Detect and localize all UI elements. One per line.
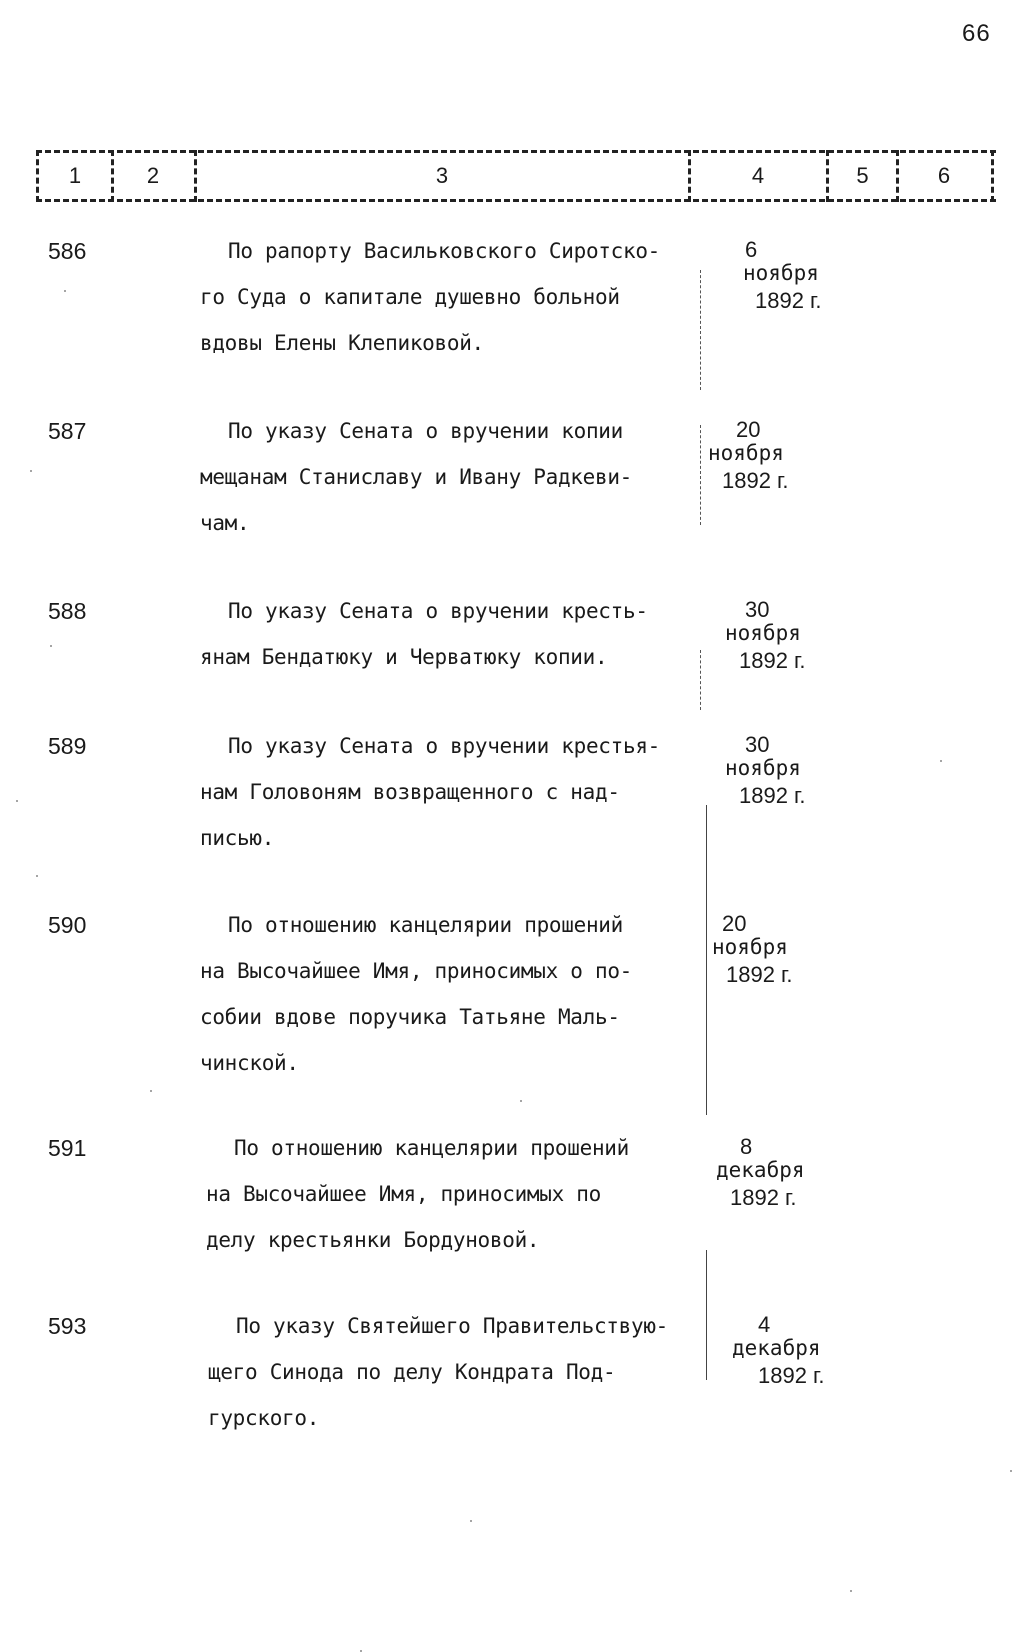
entry-line: собии вдове поручика Татьяне Маль- [200, 1005, 620, 1029]
entry-description [200, 902, 710, 1086]
entry-line: По рапорту Васильковского Сиротско- [228, 239, 661, 263]
entry-description [206, 1125, 716, 1263]
column-header-row [36, 150, 996, 202]
scan-speck [520, 1100, 522, 1102]
entry-line: По отношению канцелярии прошений [234, 1136, 629, 1160]
scan-speck [36, 875, 38, 877]
date-day: 30 [745, 597, 770, 622]
date-year: 1892 г. [755, 288, 822, 313]
entry-date [725, 733, 875, 813]
date-year: 1892 г. [722, 468, 789, 493]
date-month: ноября [712, 935, 788, 959]
scan-speck [1010, 1470, 1012, 1472]
entry-line: делу крестьянки Бордуновой. [206, 1228, 540, 1252]
entry-date [708, 418, 858, 498]
entry-line: на Высочайшее Имя, приносимых по [206, 1182, 601, 1206]
date-day: 30 [745, 732, 770, 757]
entry-line: го Суда о капитале душевно больной [200, 285, 620, 309]
entry-number: 588 [48, 598, 87, 624]
scan-speck [470, 1520, 472, 1522]
date-day: 6 [745, 237, 758, 262]
date-day: 4 [758, 1312, 771, 1337]
entry-number: 591 [48, 1135, 87, 1161]
entry-line: По указу Сената о вручении крестья- [228, 734, 661, 758]
date-year: 1892 г. [739, 783, 806, 808]
entry-line: По указу Сената о вручении кресть- [228, 599, 648, 623]
date-month: ноября [708, 441, 784, 465]
entry-description [208, 1303, 718, 1441]
date-year: 1892 г. [726, 962, 793, 987]
column-header-6: 6 [937, 163, 951, 188]
entry-number: 589 [48, 733, 87, 759]
scan-speck [16, 800, 18, 802]
entry-number: 590 [48, 912, 87, 938]
entry-line: гурского. [208, 1406, 320, 1430]
entry-date [712, 912, 862, 992]
date-day: 20 [736, 417, 761, 442]
entry-description [200, 588, 710, 680]
entry-line: писью. [200, 826, 275, 850]
scan-speck [150, 1090, 152, 1092]
date-month: декабря [716, 1158, 805, 1182]
entry-description [200, 408, 710, 546]
entry-line: мещанам Станиславу и Ивану Радкеви- [200, 465, 633, 489]
entry-description [200, 228, 710, 366]
date-year: 1892 г. [739, 648, 806, 673]
entry-number: 593 [48, 1313, 87, 1339]
scan-speck [30, 470, 32, 472]
scan-speck [50, 645, 52, 647]
column-divider [991, 150, 994, 202]
column-header-3: 3 [435, 163, 449, 188]
date-month: ноября [725, 756, 801, 780]
entry-number: 587 [48, 418, 87, 444]
entry-line: вдовы Елены Клепиковой. [200, 331, 484, 355]
date-day: 8 [740, 1134, 753, 1159]
entry-line: на Высочайшее Имя, приносимых о по- [200, 959, 633, 983]
entry-line: нам Головоням возвращенного с над- [200, 780, 620, 804]
scan-speck [64, 290, 66, 292]
entry-line: чинской. [200, 1051, 299, 1075]
entry-description [200, 723, 710, 861]
scan-speck [940, 760, 942, 762]
entry-date [725, 238, 875, 318]
date-month: декабря [732, 1336, 821, 1360]
entry-date [716, 1135, 866, 1215]
date-month: ноября [743, 261, 819, 285]
column-header-2: 2 [146, 163, 160, 188]
column-header-1: 1 [68, 163, 82, 188]
entry-line: щего Синода по делу Кондрата Под- [208, 1360, 616, 1384]
entry-line: По указу Сената о вручении копии [228, 419, 623, 443]
scan-speck [850, 1590, 852, 1592]
entry-number: 586 [48, 238, 87, 264]
entry-date [732, 1313, 882, 1393]
column-header-4: 4 [751, 163, 765, 188]
date-month: ноября [725, 621, 801, 645]
column-header-5: 5 [856, 163, 869, 188]
entry-line: чам. [200, 511, 250, 535]
entry-line: янам Бендатюку и Черватюку копии. [200, 645, 608, 669]
entry-date [725, 598, 875, 678]
entry-line: По указу Святейшего Правительствую- [236, 1314, 669, 1338]
date-day: 20 [722, 911, 747, 936]
date-year: 1892 г. [758, 1363, 825, 1388]
date-year: 1892 г. [730, 1185, 797, 1210]
entry-line: По отношению канцелярии прошений [228, 913, 623, 937]
page-number: 66 [962, 20, 991, 47]
